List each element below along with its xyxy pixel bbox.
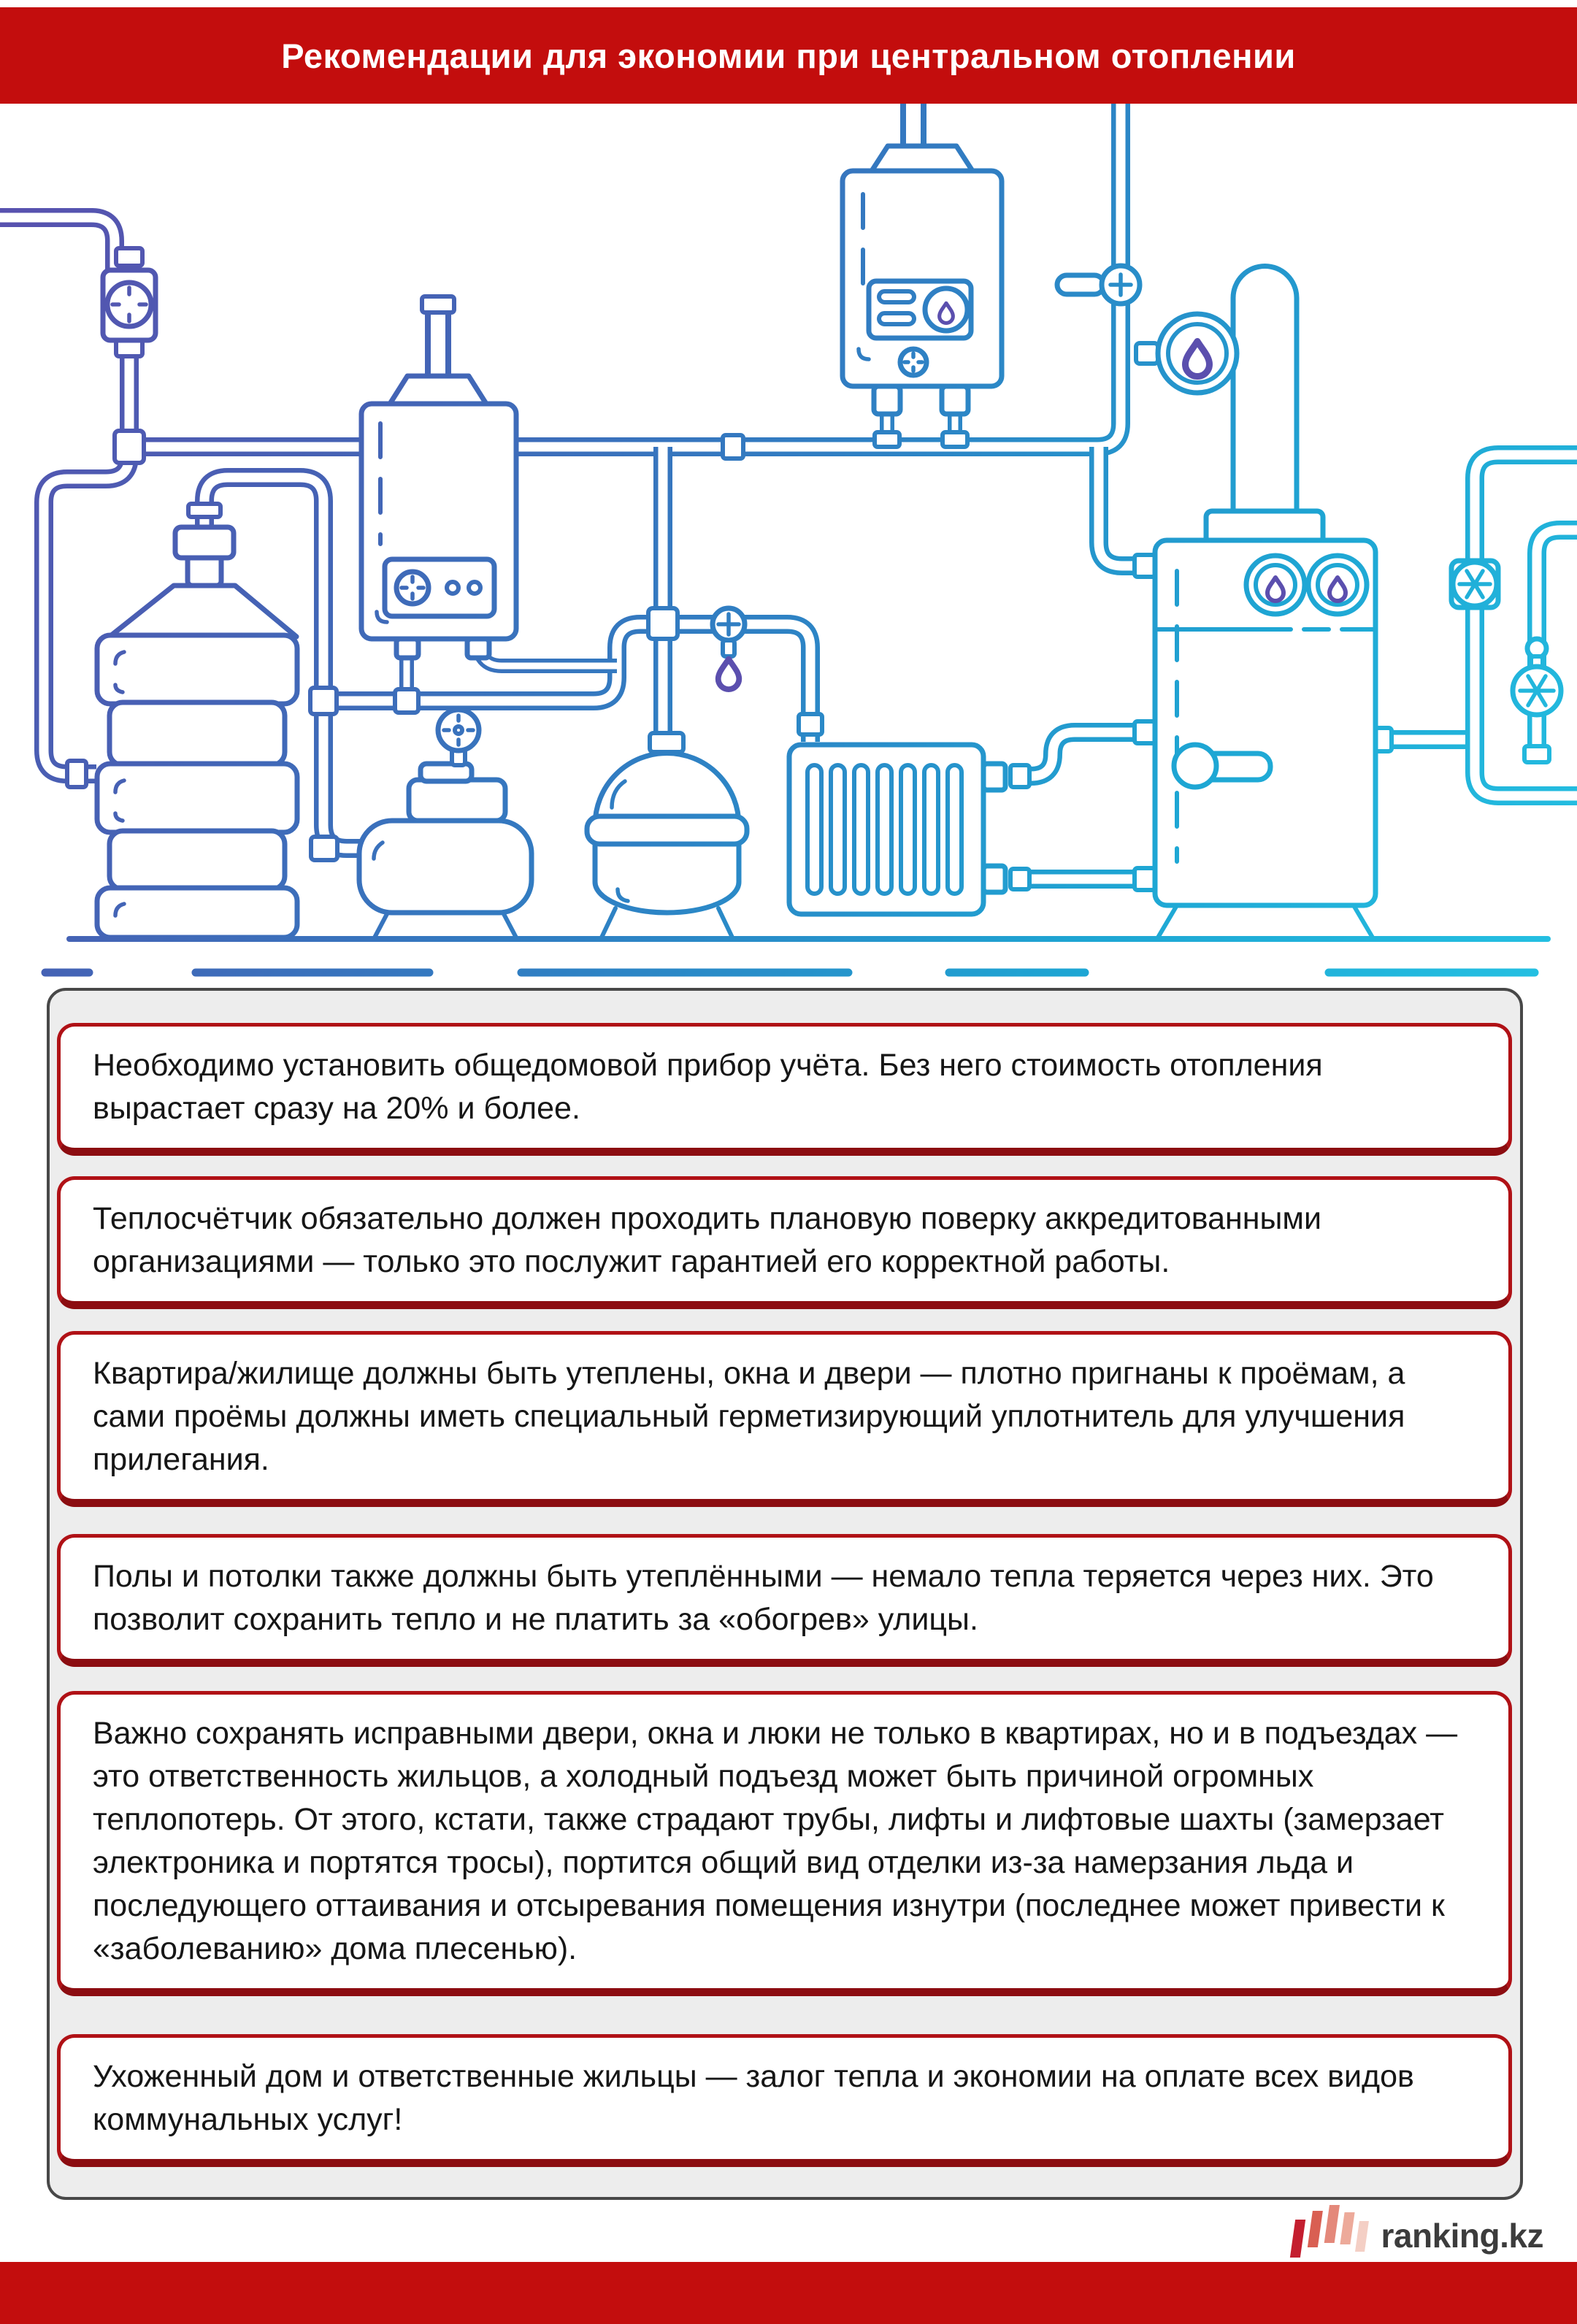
- radiator: [789, 745, 1005, 914]
- logo-text: ranking.kz: [1381, 2217, 1543, 2255]
- wall-boiler: [361, 376, 516, 658]
- recommendation-card: [57, 2034, 1512, 2167]
- recommendation-card: [57, 1331, 1512, 1507]
- pressure-gauge: [1057, 266, 1237, 393]
- recommendation-text: Квартира/жилище должны быть утеплены, окна и двери — плотно пригнаны к проёмам, а сами проёмы должны иметь специальный герметизирующий уплотнитель для улучшения прилегания.: [93, 1356, 1405, 1477]
- expansion-tank: [587, 753, 747, 940]
- cross-valve-icon: [103, 270, 156, 340]
- recommendation-text: Теплосчётчик обязательно должен проходить плановую поверку аккредитованными организациями — только это послужит гарантией его корректной работы.: [93, 1201, 1322, 1279]
- recommendation-card: [57, 1691, 1512, 1996]
- recommendations-panel: [47, 988, 1523, 2200]
- ranking-logo-bars-icon: [1287, 2205, 1369, 2259]
- page-title: Рекомендации для экономии при центральном отоплении: [281, 36, 1296, 75]
- recommendation-text: Необходимо установить общедомовой прибор учёта. Без него стоимость отопления вырастает сразу на 20% и более.: [93, 1048, 1323, 1126]
- footer-logo: [1287, 2208, 1543, 2259]
- water-tank: [97, 527, 297, 937]
- recommendation-text: Важно сохранять исправными двери, окна и люки не только в квартирах, но и в подъездах — это ответственность жильцов, а холодный подъезд может быть причиной огромных теплопотерь. От этого, кстати, также страдают трубы, лифты и лифтовые шахты (замерзает электроника и портятся тросы), портится общий вид отделки из-за намерзания льда и последующего оттаивания и отсыревания помещения изнутри (последнее может привести к «заболеванию» дома плесенью).: [93, 1716, 1458, 1966]
- recommendation-text: Ухоженный дом и ответственные жильцы — залог тепла и экономии на оплате всех видов коммунальных услуг!: [93, 2059, 1414, 2137]
- bottom-bar: [0, 2262, 1577, 2324]
- lever-valve-icon: [713, 608, 745, 689]
- recommendation-card: [57, 1023, 1512, 1156]
- tankless-water-heater: [843, 146, 1002, 414]
- recommendation-text: Полы и потолки также должны быть утеплёнными — немало тепла теряется через них. Это позволит сохранить тепло и не платить за «обогрев» улицы.: [93, 1559, 1434, 1637]
- recommendation-card: [57, 1176, 1512, 1309]
- heating-system-illustration: [0, 95, 1577, 993]
- ground-line: [45, 939, 1548, 973]
- compressor-pump: [359, 710, 532, 939]
- header-bar: [0, 7, 1577, 104]
- recommendation-card: [57, 1534, 1512, 1667]
